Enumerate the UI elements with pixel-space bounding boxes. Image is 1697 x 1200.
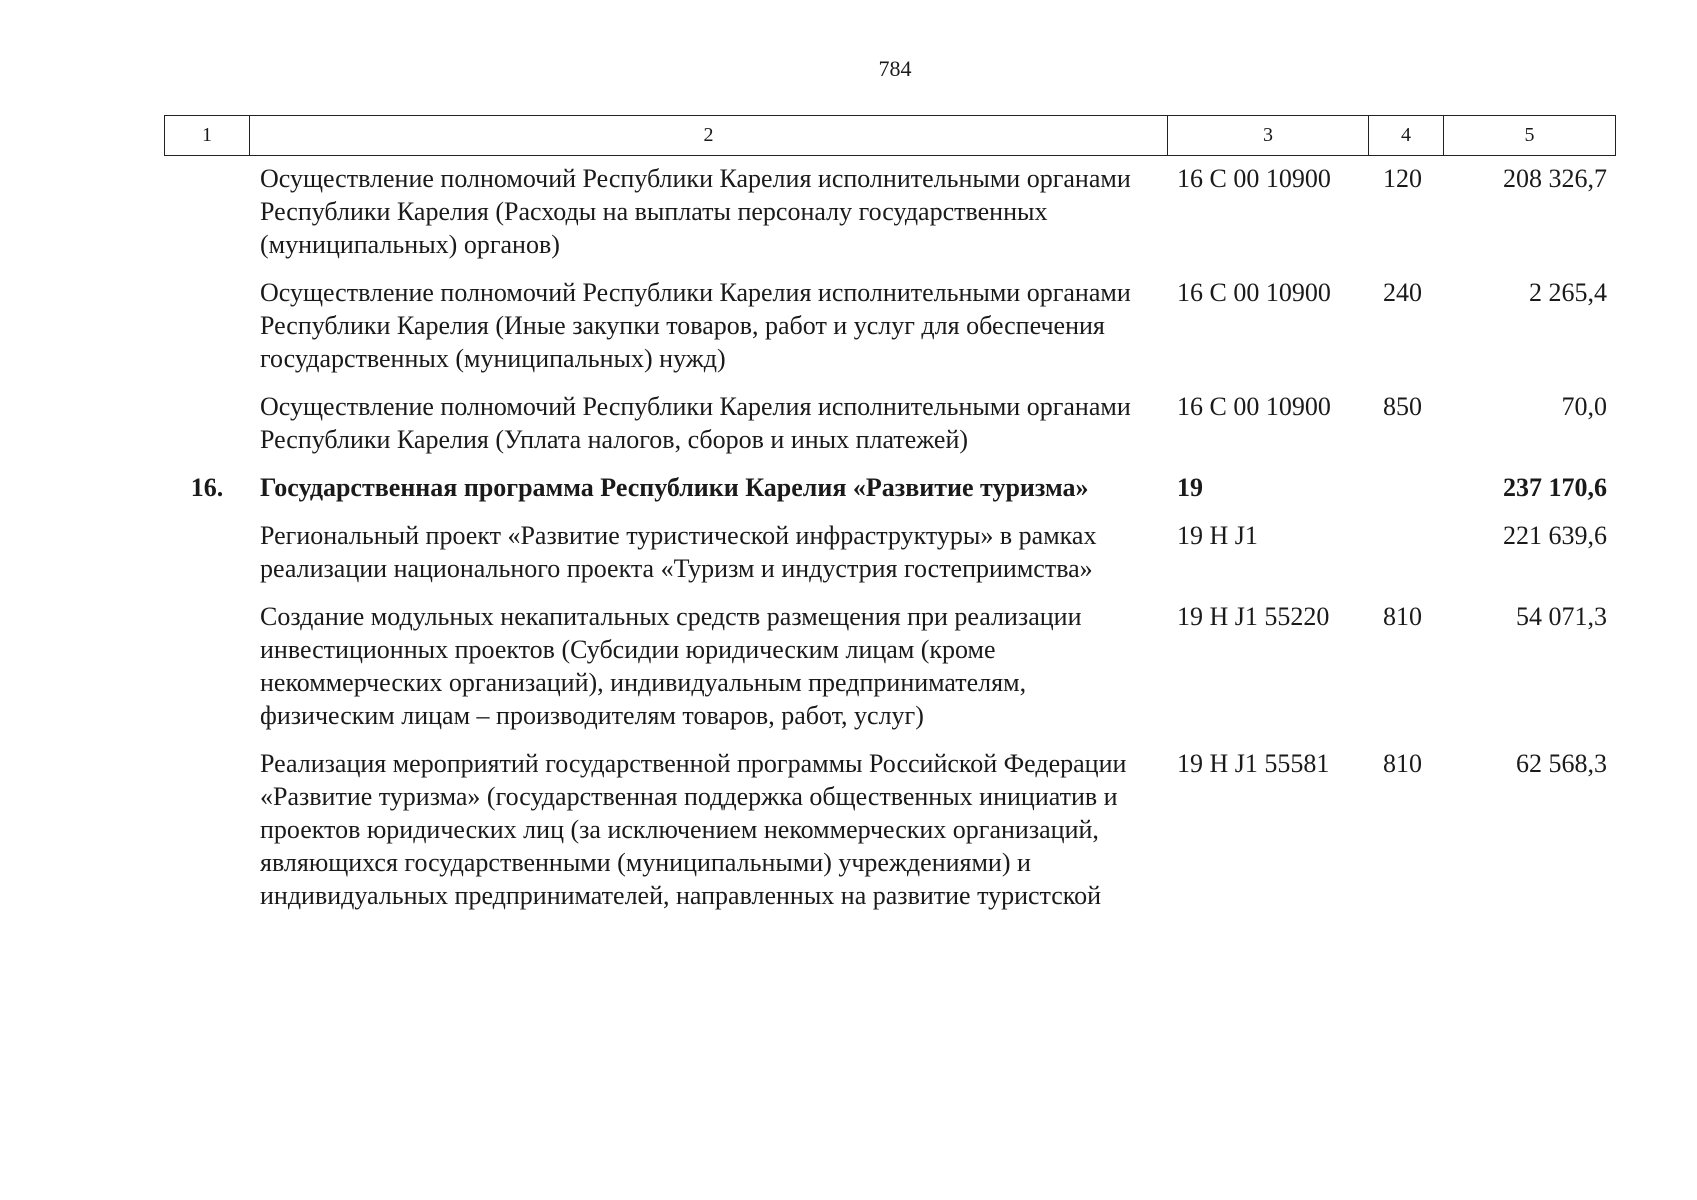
row-code: 16 С 00 10900: [1177, 164, 1331, 193]
row-number: [164, 747, 250, 927]
row-code: 19 Н J1: [1177, 521, 1258, 550]
row-code: 19 Н J1 55581: [1177, 749, 1330, 778]
row-number: [164, 156, 250, 276]
page-number: 784: [878, 56, 912, 81]
row-description: Региональный проект «Развитие туристической инфраструктуры» в рамках реализации национального проекта «Туризм и индустрия гостеприимства»: [260, 521, 1097, 583]
header-col-3: 3: [1168, 115, 1369, 156]
row-number: 16.: [190, 473, 224, 502]
row-code: 19 Н J1 55220: [1177, 602, 1330, 631]
row-expense-type: [1369, 471, 1444, 519]
row-number: [164, 390, 250, 471]
row-number: [164, 276, 250, 390]
row-amount: 62 568,3: [1516, 749, 1607, 778]
table-row: [164, 519, 1616, 600]
table-row: [164, 600, 1616, 747]
row-amount: 54 071,3: [1516, 602, 1607, 631]
table-row: [164, 156, 1616, 276]
row-description: Осуществление полномочий Республики Карелия исполнительными органами Республики Карелия (Иные закупки товаров, работ и услуг для обеспечения государственных (муниципальных) нужд): [260, 278, 1131, 373]
budget-table: [164, 115, 1616, 927]
row-expense-type: 810: [1383, 749, 1422, 778]
row-expense-type: [1369, 519, 1444, 600]
row-code: 16 С 00 10900: [1177, 392, 1331, 421]
header-col-1: 1: [164, 115, 250, 156]
header-col-5: 5: [1444, 115, 1616, 156]
table-row: [164, 471, 1616, 519]
header-col-4: 4: [1369, 115, 1444, 156]
row-description: Создание модульных некапитальных средств размещения при реализации инвестиционных проектов (Субсидии юридическим лицам (кроме некоммерческих организаций), индивидуальным предпринимателям, физическим лицам – производителям товаров, работ, услуг): [260, 602, 1082, 730]
row-amount: 237 170,6: [1503, 473, 1607, 502]
table-body: [164, 156, 1616, 927]
row-expense-type: 120: [1383, 164, 1422, 193]
row-description: Государственная программа Республики Карелия «Развитие туризма»: [260, 473, 1089, 502]
row-description: Реализация мероприятий государственной программы Российской Федерации «Развитие туризма» (государственная поддержка общественных инициатив и проектов юридических лиц (за исключением некоммерческих организаций, являющихся государственными (муниципальными) учреждениями) и индивидуальных предпринимателей, направленных на развитие туристской: [260, 749, 1127, 910]
row-code: 19: [1177, 473, 1203, 502]
row-description: Осуществление полномочий Республики Карелия исполнительными органами Республики Карелия (Расходы на выплаты персоналу государственных (муниципальных) органов): [260, 164, 1131, 259]
table-row: [164, 747, 1616, 927]
row-number: [164, 519, 250, 600]
row-code: 16 С 00 10900: [1177, 278, 1331, 307]
table-row: [164, 390, 1616, 471]
row-amount: 221 639,6: [1503, 521, 1607, 550]
row-amount: 2 265,4: [1529, 278, 1607, 307]
table-header-row: [164, 115, 1616, 156]
row-amount: 70,0: [1561, 392, 1607, 421]
row-expense-type: 850: [1383, 392, 1422, 421]
table-row: [164, 276, 1616, 390]
header-col-2: 2: [250, 115, 1168, 156]
row-expense-type: 240: [1383, 278, 1422, 307]
row-expense-type: 810: [1383, 602, 1422, 631]
row-amount: 208 326,7: [1503, 164, 1607, 193]
row-description: Осуществление полномочий Республики Карелия исполнительными органами Республики Карелия (Уплата налогов, сборов и иных платежей): [260, 392, 1131, 454]
row-number: [164, 600, 250, 747]
